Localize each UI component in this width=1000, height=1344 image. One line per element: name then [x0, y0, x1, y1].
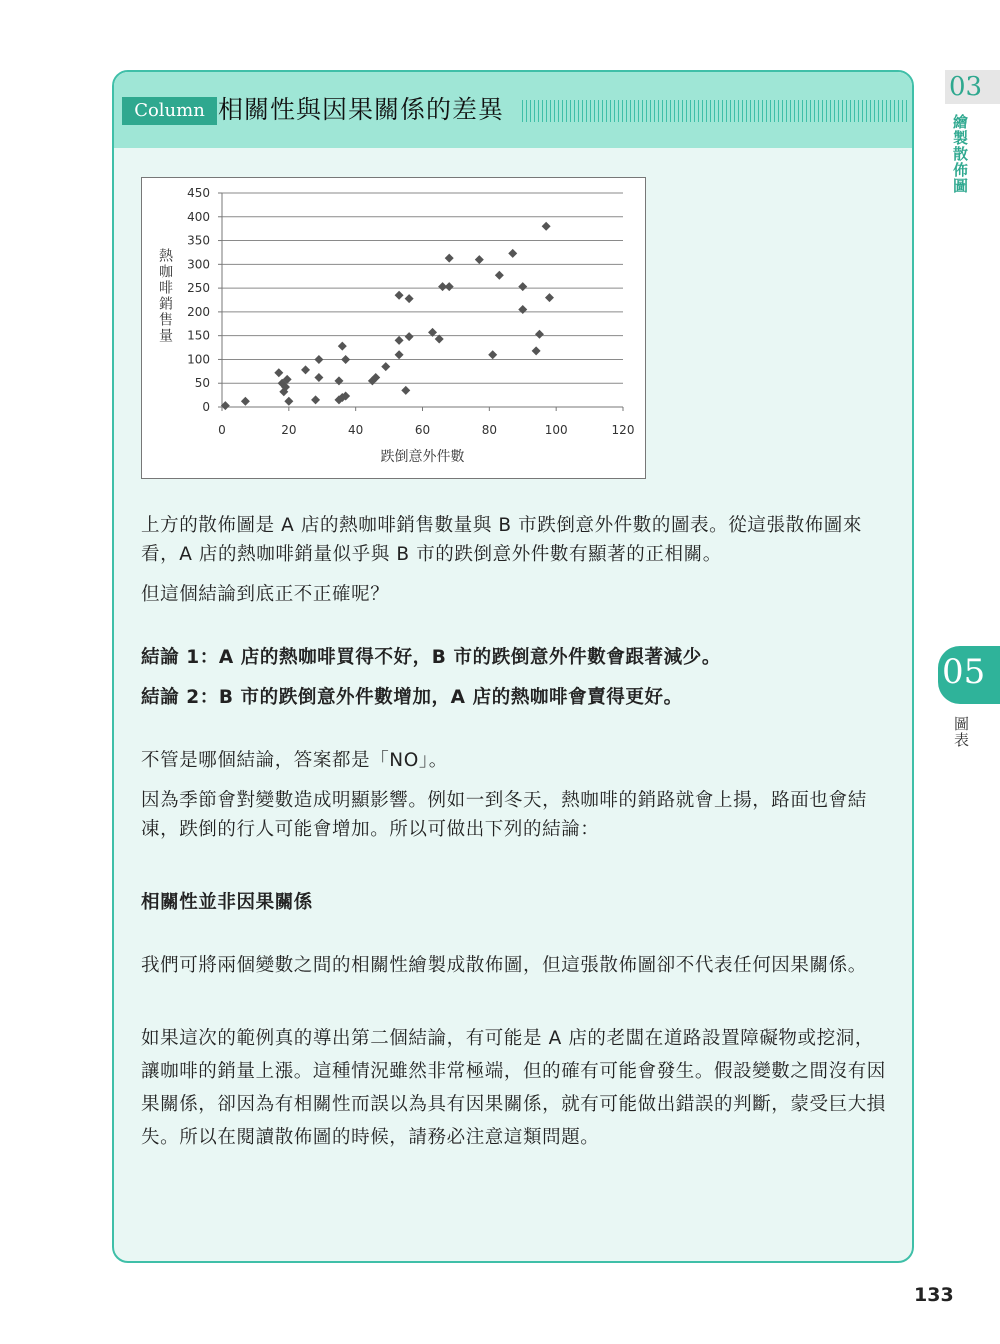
section-title: 圖表 — [952, 716, 970, 748]
data-point — [301, 365, 310, 374]
page-number: 133 — [914, 1284, 954, 1306]
y-axis-label: 熱咖啡銷售量 — [157, 248, 173, 344]
data-point — [334, 376, 343, 385]
data-point — [545, 293, 554, 302]
chapter-tab — [945, 70, 1000, 104]
data-point — [274, 368, 283, 377]
data-point — [314, 373, 323, 382]
y-tick-label: 350 — [187, 233, 210, 248]
chapter-title: 繪製散佈圖 — [951, 114, 969, 194]
paragraph-answer: 不管是哪個結論，答案都是「NO」。 — [141, 750, 448, 771]
x-tick-label: 80 — [481, 423, 497, 437]
data-point — [338, 342, 347, 351]
x-axis-label: 跌倒意外件數 — [380, 449, 465, 465]
y-tick-label: 250 — [187, 281, 210, 296]
y-tick-label: 200 — [187, 304, 210, 319]
y-tick-label: 100 — [187, 352, 210, 367]
y-tick-label: 150 — [187, 328, 210, 343]
data-point — [395, 291, 404, 300]
data-point — [405, 332, 414, 341]
paragraph-example: 如果這次的範例真的導出第二個結論，有可能是 A 店的老闆在道路設置障礙物或挖洞，讓咖啡的銷量上漲。這種情況雖然非常極端，但的確有可能會發生。假設變數之間沒有因果關係，卻因為有相關性而誤以為具有因果關係，就有可能做出錯誤的判斷，蒙受巨大損失。所以在閱讀散佈圖的時候，請務必注意這類問題。 — [141, 1028, 886, 1148]
x-tick-label: 0 — [218, 423, 226, 437]
data-point — [405, 294, 414, 303]
x-tick-label: 20 — [281, 423, 297, 437]
data-point — [518, 305, 527, 314]
data-point — [314, 355, 323, 364]
y-tick-label: 300 — [187, 257, 210, 272]
data-point — [341, 355, 350, 364]
x-tick-label: 40 — [348, 423, 364, 437]
y-tick-label: 0 — [202, 400, 210, 414]
data-point — [532, 346, 541, 355]
chapter-number: 03 — [949, 72, 983, 102]
conclusion-1: 結論 1：A 店的熱咖啡買得不好，B 市的跌倒意外件數會跟著減少。 — [141, 647, 721, 668]
data-point — [495, 271, 504, 280]
y-tick-label: 50 — [194, 376, 210, 391]
data-point — [381, 362, 390, 371]
column-title: 相關性與因果關係的差異 — [218, 95, 505, 124]
scatter-chart-svg — [142, 178, 647, 480]
data-point — [395, 336, 404, 345]
y-tick-label: 450 — [187, 186, 210, 200]
data-point — [488, 350, 497, 359]
data-point — [395, 350, 404, 359]
x-tick-label: 60 — [414, 423, 431, 437]
data-point — [284, 397, 293, 406]
conclusion-2: 結論 2：B 市的跌倒意外件數增加，A 店的熱咖啡會賣得更好。 — [141, 687, 683, 708]
data-point — [518, 282, 527, 291]
paragraph-season: 因為季節會對變數造成明顯影響。例如一到冬天，熱咖啡的銷路就會上揚，路面也會結凍，跌倒的行人可能會增加。所以可做出下列的結論： — [141, 790, 867, 840]
paragraph-correlation: 我們可將兩個變數之間的相關性繪製成散佈圖，但這張散佈圖卻不代表任何因果關係。 — [141, 955, 867, 976]
data-point — [401, 386, 410, 395]
column-header — [114, 72, 912, 148]
paragraph-question: 但這個結論到底正不正確呢？ — [141, 584, 390, 605]
y-tick-label: 400 — [187, 209, 210, 224]
data-point — [445, 282, 454, 291]
x-tick-label: 100 — [544, 423, 568, 437]
data-point — [475, 255, 484, 264]
column-tag: Column — [122, 97, 217, 125]
scatter-chart — [141, 177, 646, 479]
data-point — [542, 222, 551, 231]
x-tick-label: 120 — [611, 423, 635, 437]
section-number: 05 — [942, 652, 986, 692]
section-tab — [938, 646, 1000, 704]
header-hatch-decoration — [522, 100, 910, 122]
data-point — [445, 254, 454, 263]
section-heading: 相關性並非因果關係 — [141, 892, 313, 913]
data-point — [241, 397, 250, 406]
data-point — [508, 249, 517, 258]
data-point — [535, 330, 544, 339]
data-point — [311, 395, 320, 404]
paragraph-intro: 上方的散佈圖是 A 店的熱咖啡銷售數量與 B 市跌倒意外件數的圖表。從這張散佈圖來看，A 店的熱咖啡銷量似乎與 B 市的跌倒意外件數有顯著的正相關。 — [141, 515, 862, 565]
